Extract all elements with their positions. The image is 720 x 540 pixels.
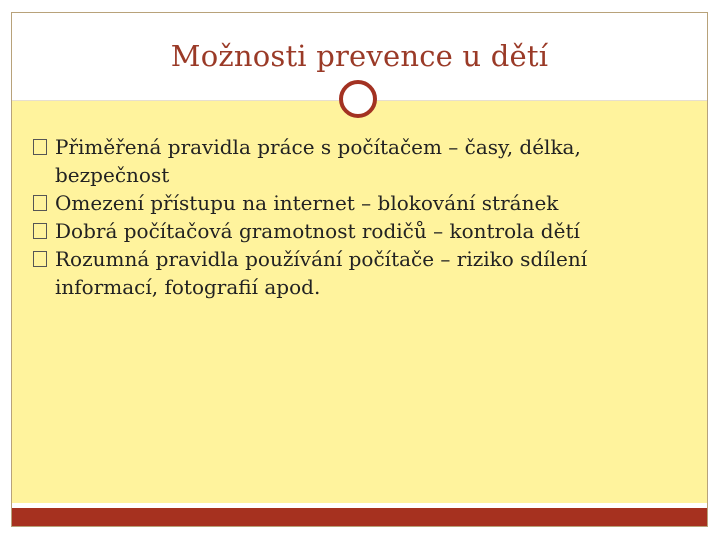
bullet-item [33,189,693,217]
bullet-text: Dobrá počítačová gramotnost rodičů – kontrola dětí [55,219,580,243]
divider-circle-ornament [339,80,377,118]
bullet-box-icon [33,223,47,239]
slide-title: Možnosti prevence u dětí [170,39,549,73]
bullet-text: Rozumná pravidla používání počítače – riziko sdílení informací, fotografií apod. [55,247,588,299]
bullet-box-icon [33,139,47,155]
bullet-text: Přiměřená pravidla práce s počítačem – časy, délka, bezpečnost [55,135,581,187]
bullet-item [33,217,693,245]
bullet-item [33,245,693,301]
bullet-box-icon [33,251,47,267]
footer-bar [12,508,707,526]
bullet-item [33,133,693,189]
bullet-box-icon [33,195,47,211]
bullet-text: Omezení přístupu na internet – blokování stránek [55,191,559,215]
bullet-list [33,133,693,301]
